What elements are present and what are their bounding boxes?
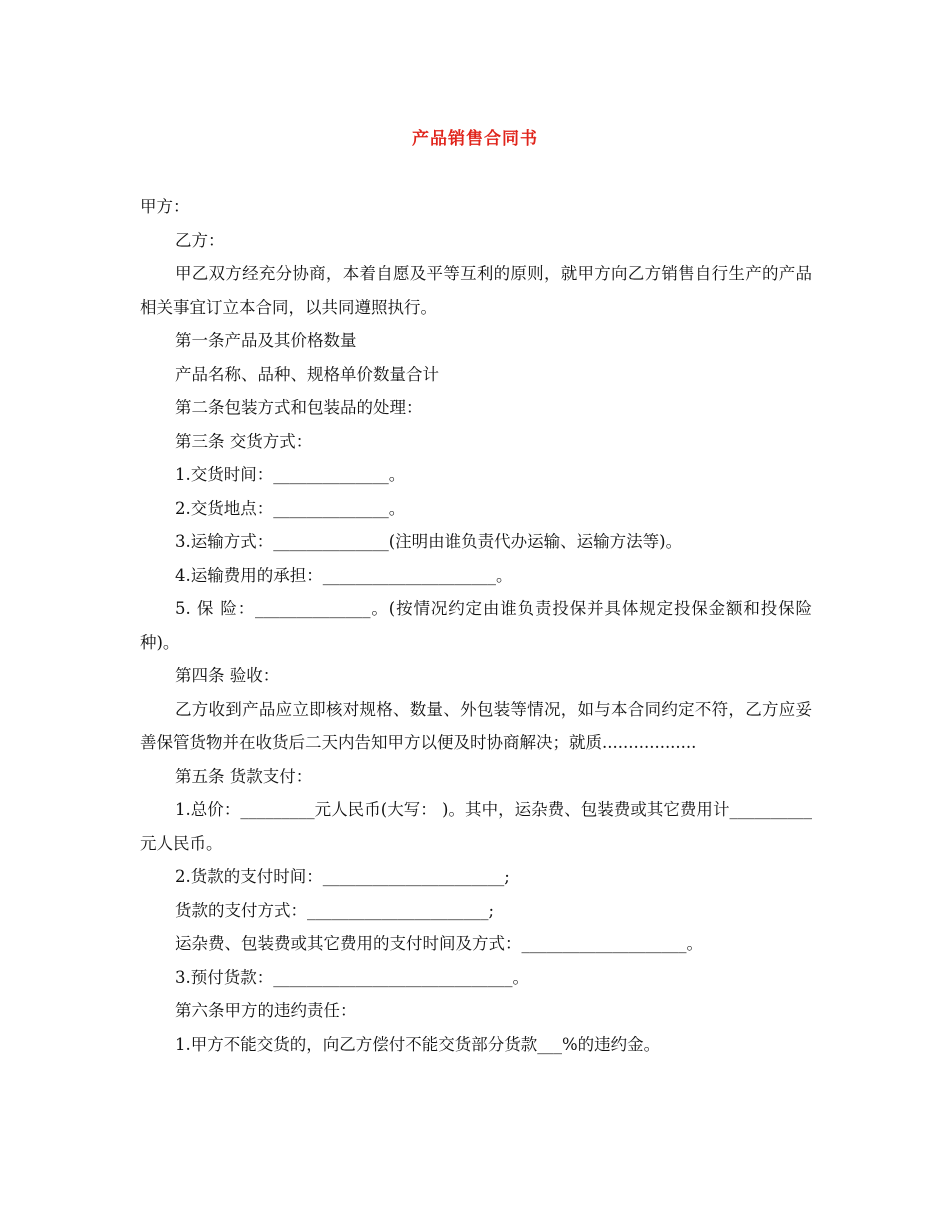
paragraph-party-a: 甲方： [140, 197, 190, 216]
paragraph-article-6: 第六条甲方的违约责任： [175, 1001, 357, 1020]
paragraph-transport-method: 3.运输方式：______________(注明由谁负责代办运输、运输方法等)。 [175, 532, 683, 551]
paragraph-article-3: 第三条 交货方式： [175, 431, 313, 451]
document-title: 产品销售合同书 [412, 129, 538, 149]
paragraph-article-5: 第五条 货款支付： [175, 766, 313, 786]
paragraph-total-price: 1.总价：_________元人民币(大写： )。其中，运杂费、包装费或其它费用计__________元人民币。 [140, 800, 812, 853]
paragraph-prepayment: 3.预付货款：_____________________________。 [175, 967, 529, 987]
paragraph-penalty-1: 1.甲方不能交货的，向乙方偿付不能交货部分货款___%的违约金。 [175, 1034, 661, 1054]
paragraph-insurance: 5. 保 险：______________。(按情况约定由谁负责投保并具体规定投保金额和投保险种)。 [140, 599, 812, 652]
paragraph-acceptance: 乙方收到产品应立即核对规格、数量、外包装等情况，如与本合同约定不符，乙方应妥善保管货物并在收货后二天内告知甲方以便及时协商解决；就质.................. [140, 699, 812, 752]
paragraph-payment-method: 货款的支付方式：______________________; [175, 900, 495, 920]
paragraph-party-b: 乙方： [175, 230, 225, 250]
paragraph-other-fees: 运杂费、包装费或其它费用的支付时间及方式：____________________。 [175, 934, 703, 953]
document-body [140, 190, 812, 1061]
paragraph-delivery-time: 1.交货时间：______________。 [175, 465, 406, 484]
paragraph-delivery-place: 2.交货地点：______________。 [175, 498, 406, 518]
paragraph-article-1: 第一条产品及其价格数量 [175, 331, 357, 350]
paragraph-transport-cost: 4.运输费用的承担：_____________________。 [175, 565, 513, 585]
paragraph-preamble: 甲乙双方经充分协商，本着自愿及平等互利的原则，就甲方向乙方销售自行生产的产品相关事宜订立本合同，以共同遵照执行。 [140, 264, 812, 317]
paragraph-payment-time: 2.货款的支付时间：______________________; [175, 867, 510, 886]
paragraph-article-4: 第四条 验收： [175, 666, 280, 685]
paragraph-article-2: 第二条包装方式和包装品的处理： [175, 398, 423, 417]
paragraph-product-columns: 产品名称、品种、规格单价数量合计 [175, 364, 439, 384]
